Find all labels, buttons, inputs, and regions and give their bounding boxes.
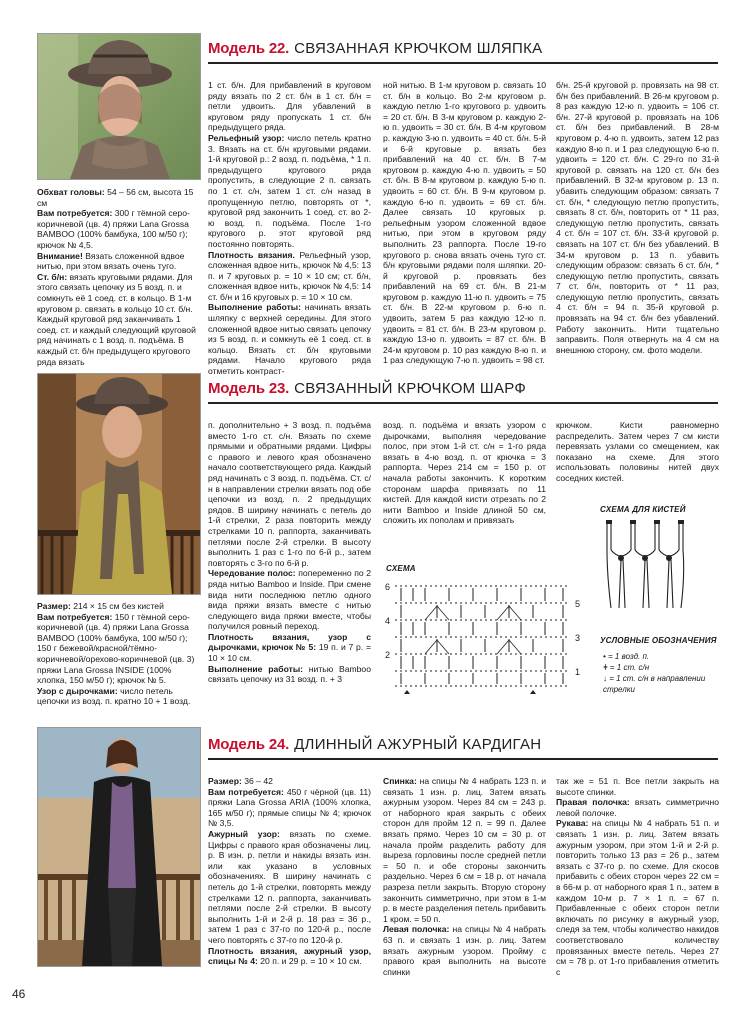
model22-col2 xyxy=(383,80,546,366)
page-number: 46 xyxy=(12,987,26,1001)
hat-photo xyxy=(37,33,201,180)
scarf-model-image xyxy=(38,374,200,594)
scheme-row-1: 1 xyxy=(575,667,581,677)
model24-col1 xyxy=(208,776,371,976)
model23-col1-p0: п. дополнительно + 3 возд. п. подъёма вместо 1-го ст. с/н. Вязать по схеме прямыми и обратными рядами. Цифры с правого и левого края обозначено начало соответствующего ряда. Каждый ряд начинать с 3 возд. п. подъёма. Ст. с/н в направлении стрелки вязать под обе цепочки из возд. п. 2 предыдущих рядов. В ширину начинать с петель до 1-й стрелки, 2 раза повторить между стрелками 10 п. раппорта, заканчивать петлями после 2-й стрелки. В высоту выполнить 1 раз с 1-го по 6-й р., затем повторять с 3-го по 6-й р. xyxy=(208,420,371,568)
model22-left-text xyxy=(37,187,199,367)
model22-rule xyxy=(208,62,718,64)
model23-col1 xyxy=(208,420,371,710)
model24-col1-p1: Вам потребуется: 450 г чёрной (цв. 11) пряжи Lana Grossa ARIA (100% хлопка, 165 м/50 г); прямые спицы № 4; крючок № 3,5. xyxy=(208,786,372,829)
scheme-row-2: 2 xyxy=(385,650,391,660)
cardigan-photo xyxy=(37,727,201,967)
model23-left-p1: Вам потребуется: 150 г тёмной серо-коричневой (цв. 4) пряжи Lana Grossa BAMBOO (100% бамбука, 100 м/50 г); 150 г бежевой/красной/тёмно-коричневой/орехово-коричневой (цв. 3) пряжи Lana Grossa INSIDE (100% хлопка, 150 м/50 г); крючок № 5. xyxy=(37,611,195,686)
scheme-label: СХЕМА xyxy=(386,564,416,573)
cardigan-model-image xyxy=(38,728,200,966)
scheme-row-4: 4 xyxy=(385,616,391,626)
legend-title: УСЛОВНЫЕ ОБОЗНАЧЕНИЯ xyxy=(600,636,717,645)
model23-col2-p0: возд. п. подъёма и вязать узором с дырочками, выполняя чередование полос, при этом 1-й ст. с/н = 1-го ряда вязать в 4-ю возд. п. от крючка = 3 раппорта. Через 214 см = 150 р. от начала работы закончить. К коротким сторонам шарфа привязать по 11 кистей. Для каждой кисти отрезать по 2 нити Bamboo и Inside длиной 50 см, сложить их пополам и привязать xyxy=(383,420,546,526)
model23-col3-p0: крючком. Кисти равномерно распределить. Затем через 7 см кисти перевязать узлами со смещением, как показано на схеме. Для этого использовать половины нитей двух соседних кистей. xyxy=(556,420,719,483)
model24-col1-p3: Плотность вязания, ажурный узор, спицы № 4: 20 п. и 29 р. = 10 × 10 см. xyxy=(208,945,371,967)
model22-number: Модель 22. xyxy=(208,39,290,57)
model22-col3-p0: б/н. 25-й круговой р. провязать на 98 ст. б/н без прибавлений. В 26-м круговом р. 8 раз каждую 12-ю п. удвоить = 106 ст. б/н. 27-й круговой р. провязать на 106 ст. б/н без прибавлений. В 28-м круговом р. 4-ю п. удвоить, затем 12 раз каждую 8-ю п. и 1 раз следующую 6-ю п. удвоить = 120 ст. б/н. С 29-го по 31-й круговой р. связать на 120 ст. б/н без прибавлений. В 32-м круговом р. 13 п. убавить следующим образом: связать 7 ст. б/н, * следующую петлю пропустить, связать 8 ст. б/н, повторить от * 11 раз, следующую петлю пропустить, связать 4 ст. б/н = 107 ст. б/н. 33-й круговой р. связать на 107 ст. б/н без убавлений. В 34-м круговом р. 13 п. убавить следующим образом: связать 6 ст. б/н, * следующую петлю пропустить, связать 7 ст. б/н, повторить от * 11 раз, следующую петлю пропустить, связать 4 ст. б/н = 94 п. 35-й круговой р. провязать на 94 ст. б/н без убавлений. Работу закончить. Нити тщательно заправить. Поля отвернуть на 4 см на внешнюю сторону, см. фото модели. xyxy=(556,80,719,355)
legend-item-dc: ǂ = 1 ст. с/н xyxy=(603,663,650,672)
model24-number: Модель 24. xyxy=(208,735,290,753)
model23-col1-p2: Плотность вязания, узор с дырочками, крючок № 5: 19 п. и 7 р. = 10 × 10 см. xyxy=(208,631,371,664)
model22-left-p1: Вам потребуется: 300 г тёмной серо-коричневой (цв. 4) пряжи Lana Grossa BAMBOO (100% бамбука, 100 м/50 г); крючок № 4,5. xyxy=(37,208,190,250)
model23-rule xyxy=(208,402,718,404)
model22-left-p2: Внимание! Вязать сложенной вдвое нитью, при этом вязать очень туго. xyxy=(37,250,185,272)
model23-number: Модель 23. xyxy=(208,379,290,397)
scarf-photo xyxy=(37,373,201,595)
model24-col1-p2: Ажурный узор: вязать по схеме. Цифры с правого края обозначены лиц. р. В изн. р. петли и накиды вязать изн. или как указано в условных обозначениях. В ширину начинать с петель до 1-й стрелки, повторять между стрелками 12 п. раппорта, заканчивать петлями после 2-й стрелки. В высоту выполнить 1-й и 2-й р. 18 раз = 36 р., затем 1 раз с 37-го по 120-й р., после чего повторять с 37-го по 120-й р. xyxy=(208,828,372,945)
model22-col1-p2: Плотность вязания. Рельефный узор, сложенная вдвое нить, крючок № 4,5: 13 п. и 7 круговых р. = 10 × 10 см; ст. б/н, сложенная вдвое нить, крючок № 4,5: 14 ст. б/н и 16 круговых р. = 10 × 10 см. xyxy=(208,249,371,302)
model22-title: СВЯЗАННАЯ КРЮЧКОМ ШЛЯПКА xyxy=(294,39,543,57)
model23-col2 xyxy=(383,420,546,552)
model22-col1 xyxy=(208,80,371,377)
model23-title: СВЯЗАННЫЙ КРЮЧКОМ ШАРФ xyxy=(294,379,527,397)
model24-header xyxy=(208,732,541,756)
scheme-row-6: 6 xyxy=(385,582,391,592)
model24-col3 xyxy=(556,776,719,976)
tassel-scheme-label: СХЕМА ДЛЯ КИСТЕЙ xyxy=(600,505,686,514)
model23-col1-p3: Выполнение работы: нитью Bamboo связать цепочку из 31 возд. п. + 3 xyxy=(208,663,371,685)
model24-col2-p1: Левая полочка: на спицы № 4 набрать 63 п. и связать 1 изн. р. лиц. Затем вязать ажурным узором. Пройму с правого края выполнить на высоте спинки xyxy=(383,924,547,977)
scheme-row-3: 3 xyxy=(575,633,581,643)
dc-arrow-symbol-icon: ↓ xyxy=(603,674,610,683)
model22-col3 xyxy=(556,80,719,360)
model23-col3 xyxy=(556,420,719,500)
model24-col3-p1: Правая полочка: вязать симметрично левой полочке. xyxy=(556,797,719,818)
model24-col3-p0: так же = 51 п. Все петли закрыть на высоте спинки. xyxy=(556,776,719,797)
model23-header xyxy=(208,376,526,400)
model22-header xyxy=(208,36,542,60)
model23-left-text xyxy=(37,601,199,711)
model22-left-p0: Обхват головы: 54 – 56 см, высота 15 см xyxy=(37,187,194,208)
legend-item-chain: • = 1 возд. п. xyxy=(603,652,650,661)
model22-col1-p3: Выполнение работы: начинать вязать шляпку с верхней середины. Для этого сложенной вдвое нитью связать цепочку из 5 возд. п. и сомкнуть её 1 соед. ст. в кольцо. Вязать ст. б/н круговыми рядами. Начало кругового ряда отметить контраст- xyxy=(208,302,371,377)
model24-col3-p2: Рукава: на спицы № 4 набрать 51 п. и связать 1 изн. р. лиц. Затем вязать ажурным узором, при этом 1-й и 2-й р. повторить только 13 раз = 26 р., затем вязать с 37-го р. по схеме. Для скосов прибавить с обеих сторон через 22 см = в 66-м р. от наборного края 1 п., затем в каждом 10-м р. 7 × 1 п. = 67 п. Прибавленные с обеих сторон петли включать по рисунку в ажурный узор, следя за тем, чтобы количество накидов соответствовало количеству провязанных вместе петель. Через 27 см = 78 р. от 1-го прибавления отметить с xyxy=(556,818,719,977)
model22-col1-p1: Рельефный узор: число петель кратно 3. Вязать на ст. б/н круговыми рядами. 1-й круговой р.: 2 возд. п. подъёма, * 1 п. предыдущего кругового ряда пропустить, в следующие 2 п. связать по 1 ст. с/н, затем 1 ст. с/н назад в пропущенную петлю, повторять от *, круговой ряд закончить 1 соед. ст. во 2-ю возд. п. подъёма. После 1-го кругового р. этот круговой ряд постоянно повторять. xyxy=(208,132,371,249)
model23-col1-p1: Чередование полос: попеременно по 2 ряда нитью Bamboo и Inside. При смене вида нити последнюю петлю одного вида пряжи вязать вместе с нитью следующего вида пряжи вместе, чтобы получился ровный переход. xyxy=(208,568,371,632)
model24-rule xyxy=(208,758,718,760)
model24-title: ДЛИННЫЙ АЖУРНЫЙ КАРДИГАН xyxy=(294,735,542,753)
model24-col2 xyxy=(383,776,546,976)
model22-col1-p0: 1 ст. б/н. Для прибавлений в круговом ряду вязать по 2 ст. б/н в 1 ст. б/н = петли удвоить. Для убавлений в круговом ряду пропускать 1 ст. б/н предыдущего ряда. xyxy=(208,80,371,133)
model24-col1-p0: Размер: 36 – 42 xyxy=(208,776,273,786)
crochet-scheme-diagram xyxy=(383,576,593,696)
chain-symbol-icon: • xyxy=(603,652,609,661)
model24-col2-p0: Спинка: на спицы № 4 набрать 123 п. и связать 1 изн. р. лиц. Затем вязать ажурным узором. Через 84 см = 243 р. от наборного края закрыть с обеих сторон для пройм 12 п. = 99 п. Далее вязать прямо. Через 10 см = 30 р. от начала пройм разделить работу для выреза горловины после средней петли = 50 п. и обе стороны закончить раздельно. Через 6 см = 18 р. от начала разреза петли закрыть. Вторую сторону закончить симметрично, при этом в 1-м р. в месте разделения петель прибавить 1 кром. = 50 п. xyxy=(383,776,546,924)
hat-model-image xyxy=(38,34,200,179)
model23-left-p0: Размер: 214 × 15 см без кистей xyxy=(37,601,164,611)
legend-item-dc-arrow: ↓ = 1 ст. с/н в направлении стрелки xyxy=(603,674,706,694)
legend-list xyxy=(603,651,723,695)
scheme-row-5: 5 xyxy=(575,599,581,609)
model22-col2-p0: ной нитью. В 1-м круговом р. связать 10 ст. б/н в кольцо. Во 2-м круговом р. каждую петлю 1-го кругового р. удвоить = 20 ст. б/н. В 3-м круговом р. каждую 2-ю п. удвоить = 30 ст. б/н. В 4-м круговом р. каждую 3-ю п. удвоить = 40 ст. б/н. 5-й и 6-й круговые р. вязать без прибавлений на 40 ст. б/н. В 7-м круговом р. каждую 4-ю п. удвоить = 50 ст. б/н. В 8-м круговом р. каждую 5-ю п. удвоить = 60 ст. б/н. В 9-м круговом р. каждую 6-ю п. удвоить = 69 ст. б/н. Далее связать 10 круговых р. рельефным узором сложенной вдвое нитью, при этом в круговом ряду выполнить 23 раппорта. После 19-го кругового р. снова вязать очень туго ст. б/н круговыми рядами поля шляпки. 20-й круговой р. провязать без прибавлений на 69 ст. б/н. В 21-м круговом р. каждую 11-ю п. удвоить = 75 ст. б/н. В 22-м круговом р. 6-ю п. удвоить, затем 5 раз каждую 12-ю п. удвоить = 81 ст. б/н. В 23-м круговом р. каждую 13-ю п. удвоить = 87 ст. б/н. В 24-м круговом р. 10 раз каждую 8-ю п. и 1 раз следующую 7-ю п. удвоить = 98 ст. xyxy=(383,80,546,366)
model22-left-p3: Ст. б/н: вязать круговыми рядами. Для этого связать цепочку из 5 возд. п. и сомкнуть её 1 соед. ст. в кольцо. В 1-м круговом р. связать в кольцо 10 ст. б/н. Каждый круговой ряд заканчивать 1 соед. ст. и каждый следующий круговой ряд начинать с 1 возд. п. подъёма. В каждый ст. б/н предыдущего кругового ряда вязать xyxy=(37,271,196,367)
tassel-diagram xyxy=(597,520,697,612)
model23-left-p2: Узор с дырочками: число петель цепочки из возд. п. кратно 10 + 1 возд. xyxy=(37,685,191,707)
dc-symbol-icon: ǂ xyxy=(603,663,610,672)
